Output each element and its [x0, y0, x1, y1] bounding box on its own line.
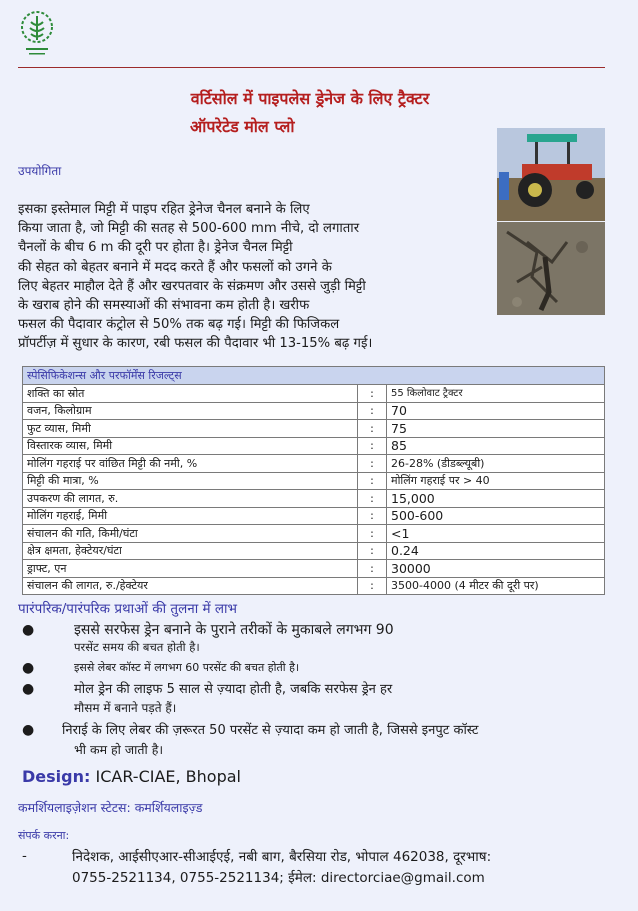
- benefit-line: भी कम हो जाती है।: [74, 742, 164, 757]
- spec-value: 30000: [387, 560, 605, 578]
- benefits-title: पारंपरिक/पारंपरिक प्रथाओं की तुलना में लाभ: [18, 601, 238, 617]
- spec-sep: :: [358, 560, 387, 578]
- contact-label: संपर्क करना:: [18, 829, 70, 842]
- spec-value: मोलिंग गहराई पर > 40: [387, 472, 605, 490]
- spec-sep: :: [358, 490, 387, 508]
- tractor-photo: [497, 128, 605, 221]
- table-row: [23, 560, 605, 578]
- spec-sep: :: [358, 472, 387, 490]
- spec-table-header: [23, 367, 605, 385]
- spec-sep: :: [358, 385, 387, 403]
- contact-dash: -: [22, 848, 27, 864]
- utility-label: उपयोगिता: [18, 164, 62, 178]
- spec-label: ड्राफ्ट, एन: [23, 560, 358, 578]
- table-row: [23, 507, 605, 525]
- utility-line: चैनलों के बीच 6 m की दूरी पर होता है। ड्रेनेज चैनल मिट्टी: [18, 240, 293, 256]
- benefit-line: मोल ड्रेन की लाइफ 5 साल से ज़्यादा होती है, जबकि सरफेस ड्रेन हर: [74, 682, 393, 697]
- spec-value: 70: [387, 402, 605, 420]
- benefit-line: निराई के लिए लेबर की ज़रूरत 50 परसेंट से ज़्यादा कम हो जाती है, जिससे इनपुट कॉस्ट: [62, 723, 479, 738]
- spec-sep: :: [358, 437, 387, 455]
- table-row: [23, 437, 605, 455]
- spec-table-title: स्पेसिफिकेशन्स और परफॉर्मेंस रिजल्ट्स: [23, 367, 605, 385]
- spec-value: 15,000: [387, 490, 605, 508]
- table-row: [23, 420, 605, 438]
- spec-sep: :: [358, 420, 387, 438]
- benefit-line: इससे सरफेस ड्रेन बनाने के पुराने तरीकों के मुकाबले लगभग 90: [74, 622, 394, 638]
- contact-line2: 0755-2521134, 0755-2521134; ईमेल: directorciae@gmail.com: [72, 870, 485, 886]
- spec-sep: :: [358, 402, 387, 420]
- bullet-icon: ●: [22, 660, 35, 676]
- spec-value: <1: [387, 525, 605, 543]
- page-title-line2: ऑपरेटेड मोल प्लो: [190, 117, 295, 136]
- spec-sep: :: [358, 577, 387, 595]
- spec-value: 55 किलोवाट ट्रैक्टर: [387, 385, 605, 403]
- spec-label: क्षेत्र क्षमता, हेक्टेयर/घंटा: [23, 542, 358, 560]
- spec-value: 75: [387, 420, 605, 438]
- design-credit: [22, 767, 241, 786]
- table-row: [23, 385, 605, 403]
- spec-sep: :: [358, 507, 387, 525]
- utility-line: लिए बेहतर माहौल देते हैं और खरपतवार के संक्रमण और उससे जुड़ी मिट्टी: [18, 278, 366, 294]
- table-row: [23, 525, 605, 543]
- spec-label: शक्ति का स्रोत: [23, 385, 358, 403]
- benefit-line: इससे लेबर कॉस्ट में लगभग 60 परसेंट की बचत होती है।: [74, 661, 300, 674]
- utility-line: की सेहत को बेहतर बनाने में मदद करते हैं और फसलों को उगने के: [18, 259, 332, 275]
- benefit-line: परसेंट समय की बचत होती है।: [74, 640, 200, 654]
- spec-label: मिट्टी की मात्रा, %: [23, 472, 358, 490]
- spec-sep: :: [358, 525, 387, 543]
- utility-line: फसल की पैदावार कंट्रोल से 50% तक बढ़ गई। मिट्टी की फिजिकल: [18, 317, 340, 333]
- commercial-status: कमर्शियलाइज़ेशन स्टेटस: कमर्शियलाइज़्ड: [18, 800, 203, 815]
- spec-label: उपकरण की लागत, रु.: [23, 490, 358, 508]
- spec-label: फुट व्यास, मिमी: [23, 420, 358, 438]
- icar-logo: [20, 10, 54, 62]
- spec-sep: :: [358, 542, 387, 560]
- utility-line: किया जाता है, जो मिट्टी की सतह से 500-600 mm नीचे, दो लगातार: [18, 221, 360, 237]
- table-row: [23, 472, 605, 490]
- bullet-icon: ●: [22, 622, 35, 638]
- table-row: [23, 490, 605, 508]
- spec-label: मोलिंग गहराई, मिमी: [23, 507, 358, 525]
- table-row: [23, 577, 605, 595]
- table-row: [23, 402, 605, 420]
- spec-label: संचालन की गति, किमी/घंटा: [23, 525, 358, 543]
- spec-value: 3500-4000 (4 मीटर की दूरी पर): [387, 577, 605, 595]
- spec-label: वजन, किलोग्राम: [23, 402, 358, 420]
- utility-paragraph: [18, 200, 488, 354]
- spec-value: 85: [387, 437, 605, 455]
- spec-label: विस्तारक व्यास, मिमी: [23, 437, 358, 455]
- utility-line: के खराब होने की समस्याओं की संभावना कम होती है। खरीफ: [18, 298, 310, 314]
- bullet-icon: ●: [22, 681, 35, 697]
- utility-line: इसका इस्तेमाल मिट्टी में पाइप रहित ड्रेनेज चैनल बनाने के लिए: [18, 202, 310, 217]
- design-label: Design:: [22, 767, 91, 786]
- table-row: [23, 455, 605, 473]
- spec-table: [22, 366, 605, 595]
- spec-label: संचालन की लागत, रु./हेक्टेयर: [23, 577, 358, 595]
- spec-value: 0.24: [387, 542, 605, 560]
- design-value: ICAR-CIAE, Bhopal: [95, 767, 241, 786]
- contact-line1: निदेशक, आईसीएआर-सीआईएई, नबी बाग, बैरसिया रोड, भोपाल 462038, दूरभाष:: [72, 849, 492, 865]
- spec-value: 26-28% (डीडब्ल्यूबी): [387, 455, 605, 473]
- benefit-line: मौसम में बनाने पड़ते हैं।: [74, 701, 177, 715]
- header-rule: [18, 67, 605, 68]
- table-row: [23, 542, 605, 560]
- mole-drain-photo: [497, 222, 605, 315]
- bullet-icon: ●: [22, 722, 35, 738]
- page-title-line1: वर्टिसोल में पाइपलेस ड्रेनेज के लिए ट्रैक्टर: [190, 89, 430, 108]
- spec-value: 500-600: [387, 507, 605, 525]
- spec-label: मोलिंग गहराई पर वांछित मिट्टी की नमी, %: [23, 455, 358, 473]
- spec-sep: :: [358, 455, 387, 473]
- utility-line: प्रॉपर्टीज़ में सुधार के कारण, रबी फसल की पैदावार भी 13-15% बढ़ गई।: [18, 336, 373, 352]
